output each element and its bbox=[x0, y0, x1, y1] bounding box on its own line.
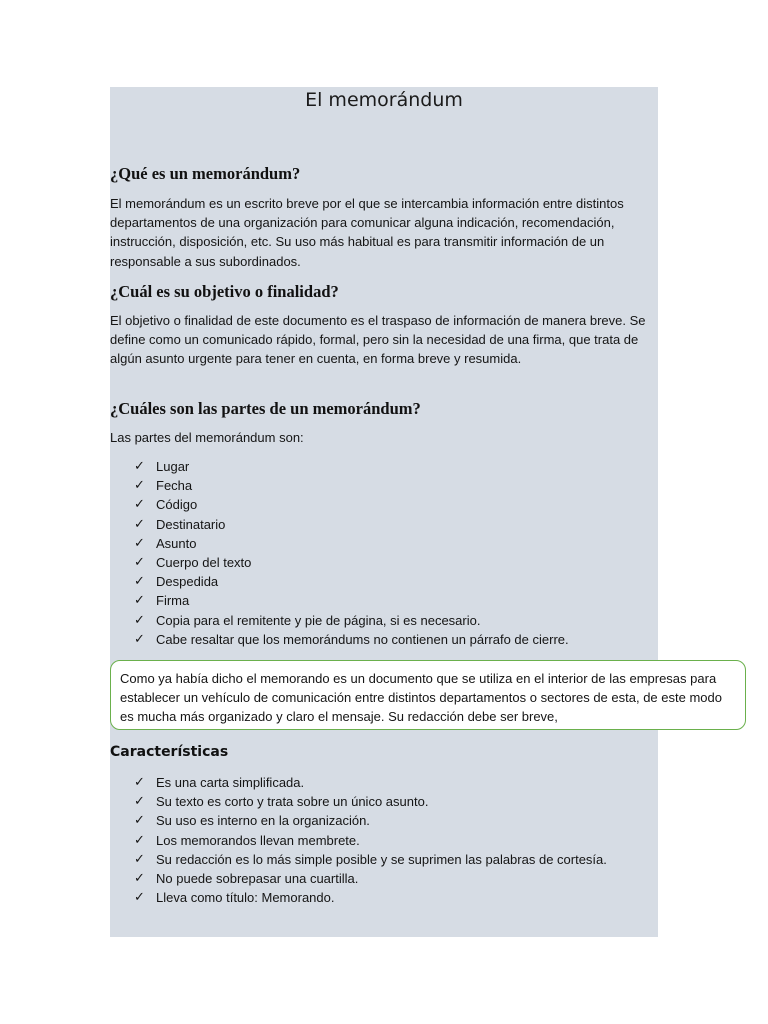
check-icon: ✓ bbox=[134, 870, 145, 886]
callout-box bbox=[110, 660, 746, 730]
check-icon: ✓ bbox=[134, 612, 145, 628]
list-item: ✓ Lugar bbox=[110, 457, 650, 476]
check-icon: ✓ bbox=[134, 890, 145, 906]
list-item: ✓ Despedida bbox=[110, 572, 650, 591]
section-paragraph-what: El memorándum es un escrito breve por el que se intercambia información entre distintos departamentos de una organización para comunicar alguna indicación, recomendación, instrucción, disposición, etc. Su uso más habitual es para transmitir información de un responsable a sus subordinados. bbox=[110, 196, 624, 269]
list-item: ✓ Firma bbox=[110, 591, 650, 610]
list-item: ✓ Su uso es interno en la organización. bbox=[110, 811, 650, 830]
list-item: ✓ Es una carta simplificada. bbox=[110, 773, 650, 792]
check-icon: ✓ bbox=[134, 775, 145, 790]
check-icon: ✓ bbox=[134, 554, 145, 570]
section-heading-what: ¿Qué es un memorándum? bbox=[110, 164, 301, 183]
section-heading-objective: ¿Cuál es su objetivo o finalidad? bbox=[110, 282, 339, 301]
check-icon: ✓ bbox=[134, 516, 145, 532]
characteristics-heading: Características bbox=[110, 744, 229, 760]
list-item: ✓ Lleva como título: Memorando. bbox=[110, 888, 650, 907]
list-item: ✓ Asunto bbox=[110, 534, 650, 553]
check-icon: ✓ bbox=[134, 593, 145, 609]
list-item: ✓ Fecha bbox=[110, 476, 650, 495]
check-icon: ✓ bbox=[134, 478, 145, 494]
section-paragraph-parts: Las partes del memorándum son: bbox=[110, 430, 304, 445]
check-icon: ✓ bbox=[134, 574, 145, 590]
list-item: ✓ Los memorandos llevan membrete. bbox=[110, 831, 650, 850]
list-item: ✓ No puede sobrepasar una cuartilla. bbox=[110, 869, 650, 888]
list-item: ✓ Código bbox=[110, 495, 650, 514]
list-item: ✓ Cuerpo del texto bbox=[110, 553, 650, 572]
list-item: ✓ Su texto es corto y trata sobre un único asunto. bbox=[110, 792, 650, 811]
check-icon: ✓ bbox=[134, 459, 145, 474]
check-icon: ✓ bbox=[134, 535, 145, 551]
check-icon: ✓ bbox=[134, 631, 145, 647]
check-icon: ✓ bbox=[134, 497, 145, 513]
callout-text: Como ya había dicho el memorando es un documento que se utiliza en el interior de las empresas para establecer un vehículo de comunicación entre distintos departamentos o sectores de esta, de este modo es mucha más organizado y claro el mensaje. Su redacción debe ser breve, bbox=[120, 671, 722, 724]
check-icon: ✓ bbox=[134, 851, 145, 867]
document-title: El memorándum bbox=[305, 89, 463, 111]
section-paragraph-objective: El objetivo o finalidad de este documento es el traspaso de información de manera breve. Se define como un comunicado rápido, formal, pero sin la necesidad de una firma, que trata de algún asunto urgente para tener en cuenta, en forma breve y resumida. bbox=[110, 313, 646, 367]
check-icon: ✓ bbox=[134, 794, 145, 810]
list-item: ✓ Cabe resaltar que los memorándums no contienen un párrafo de cierre. bbox=[110, 630, 650, 649]
list-item: ✓ Copia para el remitente y pie de página, si es necesario. bbox=[110, 611, 650, 630]
check-icon: ✓ bbox=[134, 813, 145, 829]
section-heading-parts: ¿Cuáles son las partes de un memorándum? bbox=[110, 399, 421, 418]
list-item: ✓ Su redacción es lo más simple posible y se suprimen las palabras de cortesía. bbox=[110, 850, 650, 869]
check-icon: ✓ bbox=[134, 832, 145, 848]
characteristics-list bbox=[110, 773, 650, 907]
parts-list bbox=[110, 457, 650, 649]
list-item: ✓ Destinatario bbox=[110, 515, 650, 534]
